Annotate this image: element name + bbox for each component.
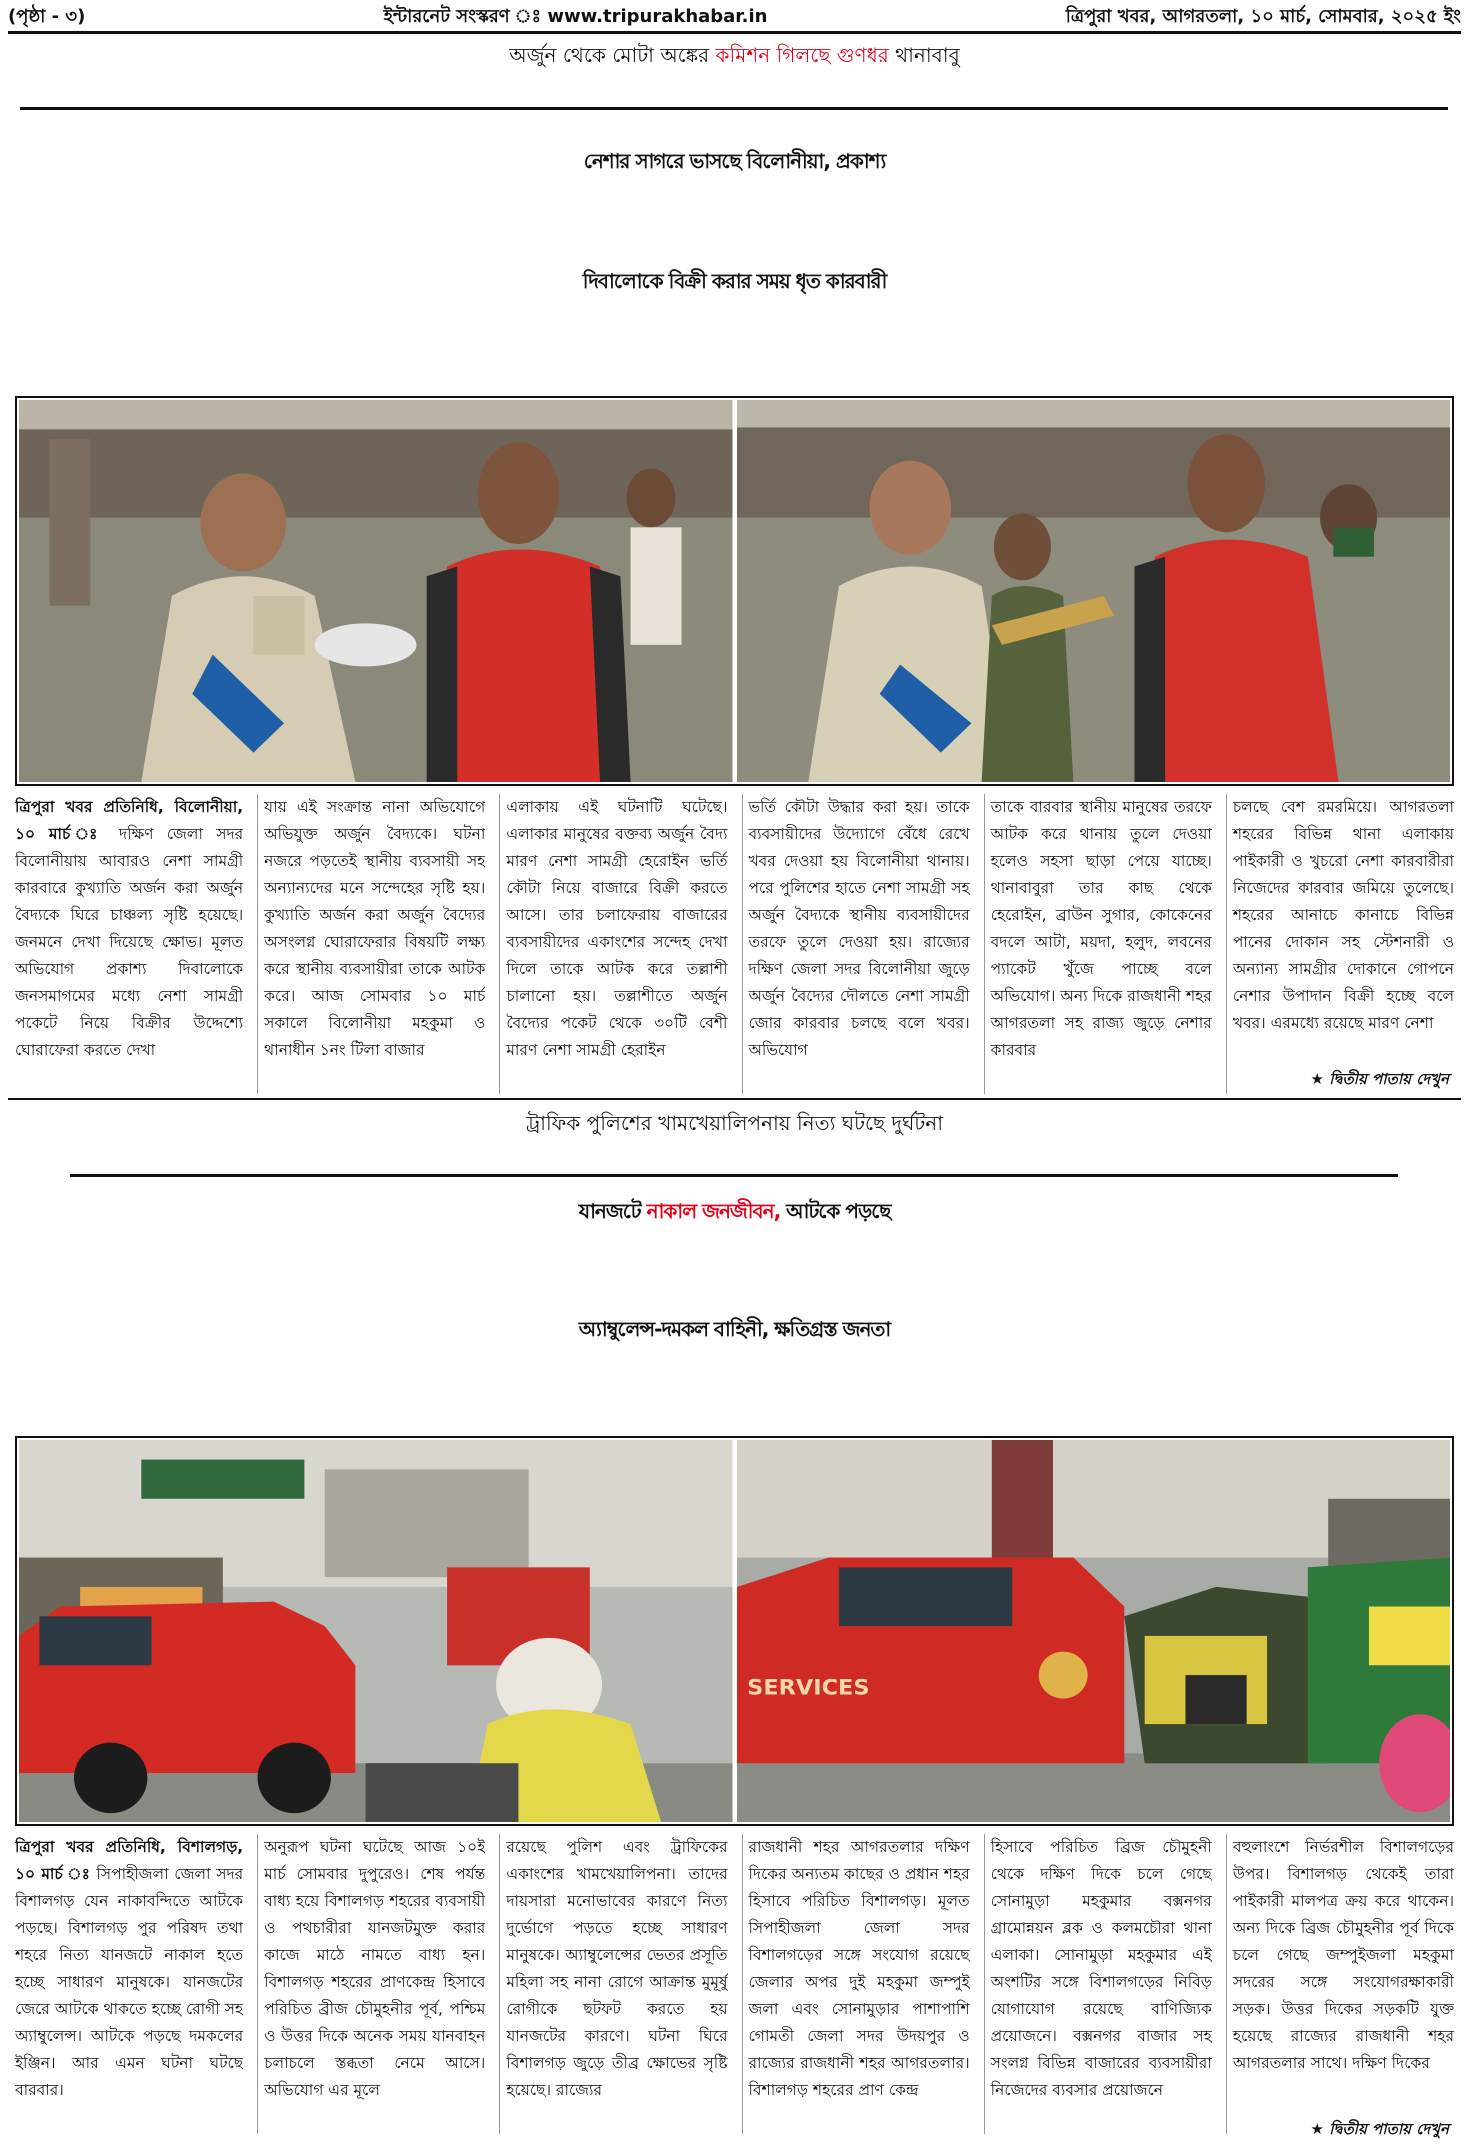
story1-byline: ত্রিপুরা খবর প্রতিনিধি, বিলোনীয়া, ১০ মার্চ ঃ: [15, 798, 244, 843]
story1-kicker-underline: [20, 107, 1448, 110]
story1-kicker-part1: অর্জুন থেকে মোটা অঙ্কের: [509, 43, 716, 67]
masthead: [8, 4, 1461, 30]
story1-headline-line1: নেশার সাগরে ভাসছে বিলোনীয়া, প্রকাশ্য: [583, 149, 886, 173]
story1-kicker-red: কমিশন গিলছে গুণধর: [715, 43, 889, 67]
story2-headline-part2: আটকে পড়ছে: [780, 1199, 891, 1223]
story2-kicker-underline: [70, 1174, 1398, 1177]
fire-engine-label: SERVICES: [746, 1676, 870, 1701]
edition-url[interactable]: ইন্টারনেট সংস্করণ ঃ www.tripurakhabar.in: [383, 5, 768, 27]
story2-photo-strip: [15, 1436, 1454, 1826]
story1-column-4: ভর্তি কৌটা উদ্ধার করা হয়। তাকে ব্যবসায়ীদের উদ্যোগে বেঁধে রেখে খবর দেওয়া হয় বিলোনীয়া থানায়। পরে পুলিশের হাতে নেশা সামগ্রী সহ অর্জুন বৈদ্যকে স্থানীয় ব্যবসায়ীদের তরফে তুলে দেওয়া হয়। রাজ্যের দক্ষিণ জেলা সদর বিলোনীয়া জুড়ে অর্জুন বৈদ্যের দৌলতে নেশা সামগ্রী জোর কারবার চলছে বলে খবর। অভিযোগ: [742, 794, 970, 1094]
story1-kicker-part2: থানাবাবু: [888, 43, 960, 67]
story2-column-5: হিসাবে পরিচিত ব্রিজ চৌমুহনী থেকে দক্ষিণ দিকে চলে গেছে সোনামুড়া মহকুমার বক্সনগর গ্রামোন্নয়ন ব্লক ও কলমচৌরা থানা এলাকা। সোনামুড়া মহকুমার এই অংশটির সঙ্গে বিশালগড়ের নিবিড় যোগাযোগ রয়েছে বাণিজ্যিক প্রয়োজনে। বক্সনগর বাজার সহ সংলগ্ন বিভিন্ন বাজারের ব্যবসায়ীরা নিজেদের ব্যবসার প্রয়োজনে: [984, 1834, 1212, 2134]
story2-body: [15, 1834, 1454, 2134]
story2-headline-red: নাকাল জনজীবন,: [646, 1199, 781, 1223]
story1-headline-line2: দিবালোকে বিক্রী করার সময় ধৃত কারবারী: [582, 269, 887, 293]
fire-engine-traffic-photo-left[interactable]: [19, 1440, 733, 1822]
story2-continued[interactable]: ★ দ্বিতীয় পাতায় দেখুন: [1310, 2120, 1449, 2138]
masthead-rule: [8, 31, 1461, 34]
section-divider: [8, 1098, 1461, 1100]
police-arrest-photo-left-image: [19, 400, 733, 782]
fire-engine-traffic-photo-right-image: [737, 1440, 1451, 1822]
story1-column-6: চলছে বেশ রমরমিয়ে। আগরতলা শহরের বিভিন্ন থানা এলাকায় পাইকারী ও খুচরো নেশা কারবারীরা নিজেদের কারবার জমিয়ে তুলেছে। শহরের আনাচে কানাচে বিভিন্ন পানের দোকান সহ স্টেশনারী ও অন্যান্য সামগ্রীর দোকানে গোপনে নেশার উপাদান বিক্রী হচ্ছে বলে খবর। এরমধ্যে রয়েছে মারণ নেশা: [1226, 794, 1454, 1094]
police-arrest-photo-left[interactable]: [19, 400, 733, 782]
story2-headline-line1: [0, 1200, 1469, 1222]
police-arrest-photo-right-image: [737, 400, 1451, 782]
fire-engine-traffic-photo-left-image: [19, 1440, 733, 1822]
page-number: (পৃষ্ঠা - ৩): [8, 5, 86, 27]
story2-column-1: [15, 1834, 243, 2134]
story1-column-1: [15, 794, 243, 1094]
story1-column-3: এলাকায় এই ঘটনাটি ঘটেছে। এলাকার মানুষের বক্তব্য অর্জুন বৈদ্য মারণ নেশা সামগ্রী হেরোইন ভর্তি কৌটা নিয়ে বাজারে বিক্রী করতে আসে। তার চলাফেরায় বাজারের ব্যবসায়ীদের একাংশের সন্দেহ দেখা দিলে তাকে আটক করে তল্লাশী চালানো হয়। তল্লাশীতে অর্জুন বৈদ্যের পকেট থেকে ৩০টি বেশী মারণ নেশা সামগ্রী হেরাইন: [499, 794, 727, 1094]
story1-photo-strip: [15, 396, 1454, 786]
story2-headline-part1: যানজটে: [578, 1199, 647, 1223]
story2-column-3: রয়েছে পুলিশ এবং ট্রাফিকের একাংশের খামখেয়ালিপনা। তাদের দায়সারা মনোভাবের কারণে নিত্য দুর্ভোগে পড়তে হচ্ছে সাধারণ মানুষকে। অ্যাম্বুলেন্সের ভেতর প্রসূতি মহিলা সহ নানা রোগে আক্রান্ত মুমূর্ষু রোগীকে ছটফট করতে হয় যানজটের কারণে। ঘটনা ঘিরে বিশালগড় জুড়ে তীব্র ক্ষোভের সৃষ্টি হয়েছে। রাজ্যের: [499, 1834, 727, 2134]
story1-continued[interactable]: ★ দ্বিতীয় পাতায় দেখুন: [1310, 1070, 1449, 1088]
story1-kicker: [0, 44, 1469, 67]
story1-column-1-text: দক্ষিণ জেলা সদর বিলোনীয়ায় আবারও নেশা সামগ্রী কারবারে কুখ্যাতি অর্জন করা অর্জুন বৈদ্যকে ঘিরে চাঞ্চল্য সৃষ্টি হয়েছে। জনমনে দেখা দিয়েছে ক্ষোভ। মূলত অভিযোগ প্রকাশ্য দিবালোকে জনসমাগমের মধ্যে নেশা সামগ্রী পকেটে নিয়ে বিক্রীর উদ্দেশ্যে ঘোরাফেরা করতে দেখা: [15, 825, 244, 1059]
story2-column-4: রাজধানী শহর আগরতলার দক্ষিণ দিকের অন্যতম কাছের ও প্রধান শহর হিসাবে পরিচিত বিশালগড়। মূলত সিপাহীজলা জেলা সদর বিশালগড়ের সঙ্গে সংযোগ রয়েছে জেলার অপর দুই মহকুমা জম্পুই জলা এবং সোনামুড়ার পাশাপাশি গোমতী জেলা সদর উদয়পুর ও রাজ্যের রাজধানী শহর আগরতলার। বিশালগড় শহরের প্রাণ কেন্দ্র: [742, 1834, 970, 2134]
story1-column-5: তাকে বারবার স্থানীয় মানুষের তরফে আটক করে থানায় তুলে দেওয়া হলেও সহসা ছাড়া পেয়ে যাচ্ছে। থানাবাবুরা তার কাছ থেকে হেরোইন, ব্রাউন সুগার, কোকেনের বদলে আটা, ময়দা, হলুদ, লবনের প্যাকেট খুঁজে পাচ্ছে বলে অভিযোগ। অন্য দিকে রাজধানী শহর আগরতলা সহ রাজ্য জুড়ে নেশার কারবার: [984, 794, 1212, 1094]
story1-column-2: যায় এই সংক্রান্ত নানা অভিযোগে অভিযুক্ত অর্জুন বৈদ্যকে। ঘটনা নজরে পড়তেই স্থানীয় ব্যবসায়ী সহ অন্যান্যদের মনে সন্দেহের সৃষ্টি হয়। কুখ্যাতি অর্জন করা অর্জুন বৈদ্যের অসংলগ্ন ঘোরাফেরার বিষয়টি লক্ষ্য করে স্থানীয় ব্যবসায়ীরা তাকে আটক করে। আজ সোমবার ১০ মার্চ সকালে বিলোনীয়া মহকুমা ও থানাধীন ১নং টিলা বাজার: [257, 794, 485, 1094]
police-arrest-photo-right[interactable]: [737, 400, 1451, 782]
story2-column-6: বহুলাংশে নির্ভরশীল বিশালগড়ের উপর। বিশালগড় থেকেই তারা পাইকারী মালপত্র ক্রয় করে থাকেন। অন্য দিকে ব্রিজ চৌমুহনীর পূর্ব দিকে চলে গেছে জম্পুইজলা মহকুমা সদরের সঙ্গে সংযোগরক্ষাকারী সড়ক। উত্তর দিকের সড়কটি যুক্ত হয়েছে রাজ্যের রাজধানী শহর আগরতলার সাথে। দক্ষিণ দিকের: [1226, 1834, 1454, 2134]
story2-kicker: ট্রাফিক পুলিশের খামখেয়ালিপনায় নিত্য ঘটছে দুর্ঘটনা: [525, 1111, 944, 1135]
story2-column-2: অনুরূপ ঘটনা ঘটেছে আজ ১০ই মার্চ সোমবার দুপুরেও। শেষ পর্যন্ত বাধ্য হয়ে বিশালগড় শহরের ব্যবসায়ী ও পথচারীরা যানজটমুক্ত করার কাজে মাঠে নামতে বাধ্য হন। বিশালগড় শহরের প্রাণকেন্দ্র হিসাবে পরিচিত ব্রীজ চৌমুহনীর পূর্ব, পশ্চিম ও উত্তর দিকে অনেক সময় যানবাহন চলাচলে স্তব্ধতা নেমে আসে। অভিযোগ এর মূলে: [257, 1834, 485, 2134]
fire-engine-traffic-photo-right[interactable]: [737, 1440, 1451, 1822]
story2-headline-line2: অ্যাম্বুলেন্স-দমকল বাহিনী, ক্ষতিগ্রস্ত জনতা: [578, 1317, 891, 1341]
story1-body: [15, 794, 1454, 1094]
story2-byline: ত্রিপুরা খবর প্রতিনিধি, বিশালগড়, ১০ মার্চ ঃ: [15, 1838, 244, 1883]
dateline: ত্রিপুরা খবর, আগরতলা, ১০ মার্চ, সোমবার, ২০২৫ ইং: [1065, 5, 1461, 27]
story2-column-1-text: সিপাহীজলা জেলা সদর বিশালগড় যেন নাকাবন্দিতে আটকে পড়ছে। বিশালগড় পুর পরিষদ তথা শহরে নিত্য যানজটে নাকাল হতে হচ্ছে সাধারণ মানুষকে। যানজটের জেরে আটকে থাকতে হচ্ছে রোগী সহ অ্যাম্বুলেন্স। আটকে পড়ছে দমকলের ইঞ্জিন। আর এমন ঘটনা ঘটছে বারবার।: [15, 1865, 244, 2099]
